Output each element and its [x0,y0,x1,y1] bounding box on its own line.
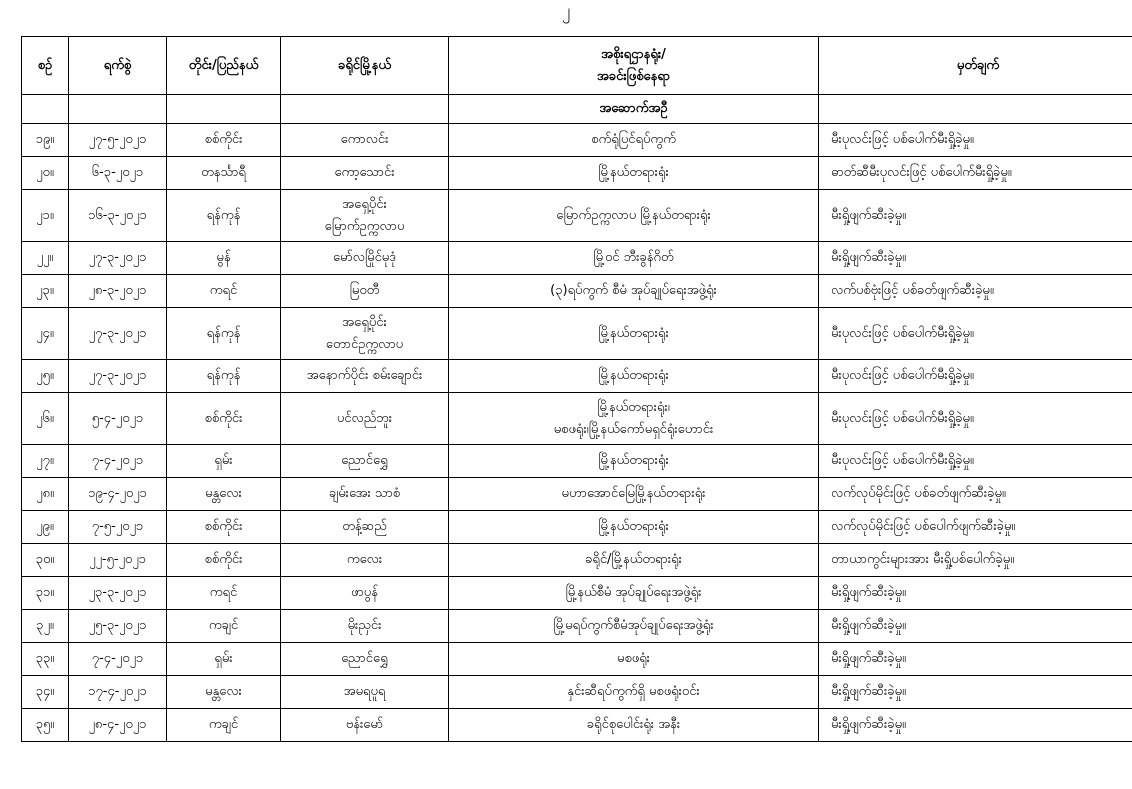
header-office-line2: အခင်းဖြစ်နေရာ [596,68,671,84]
cell-remark: လက်လုပ်မိုင်းဖြင့် ပစ်ပေါက်ဖျက်ဆီးခဲ့မှု။ [819,511,1132,544]
cell-remark: ဓာတ်ဆီမီးပုလင်းဖြင့် ပစ်ပေါက်မီးရှို့ခဲ့မှု။ [819,157,1132,190]
cell-no: ၂၈။ [22,478,69,511]
cell-township: ပင်လည်ဘူး [281,393,449,445]
cell-date: ၁၉-၄-၂၀၂၁ [69,478,167,511]
cell-township-line1: အရှေ့ပိုင်း [342,196,387,212]
cell-no: ၃၁။ [22,577,69,610]
cell-office-line2: မစဖရုံး၊မြို့နယ်ကော်မရှင်ရုံးဟောင်း [553,421,714,437]
table-row [22,275,1132,308]
cell-office: မြို့နယ်စီမံ အုပ်ချုပ်ရေးအဖွဲ့ရုံး [449,577,819,610]
table-row [22,511,1132,544]
cell-office: နှင်းဆီရပ်ကွက်ရှိ မစဖရုံးဝင်း [449,676,819,709]
table-row [22,393,1132,445]
cell-remark: မီးရှို့ဖျက်ဆီးခဲ့မှု။ [819,643,1132,676]
cell-remark: တာယာကွင်းများအား မီးရှို့ပစ်ပေါက်ခဲ့မှု။ [819,544,1132,577]
cell-region: ကရင် [167,275,281,308]
cell-region: တနင်္သာရီ [167,157,281,190]
cell-township: ချမ်းအေး သာစံ [281,478,449,511]
cell-date: ၂၇-၅-၂၀၂၁ [69,124,167,157]
subheader-empty [22,95,69,124]
cell-office: (၃)ရပ်ကွက် စီမံ အုပ်ချုပ်ရေးအဖွဲ့ရုံး [449,275,819,308]
header-row [22,37,1132,95]
cell-date: ၇-၄-၂၀၂၁ [69,643,167,676]
cell-office: မြို့နယ်တရားရုံး [449,157,819,190]
cell-office: မြို့ဝင် ဘီးခွန်ဂိတ် [449,242,819,275]
cell-township: ညောင်ရွှေ [281,643,449,676]
cell-office-line1: မြို့နယ်တရားရုံး၊ [597,399,670,415]
cell-date: ၂၃-၃-၂၀၂၁ [69,577,167,610]
cell-no: ၂၃။ [22,275,69,308]
cell-township: အမရပူရ [281,676,449,709]
cell-date: ၂၅-၃-၂၀၂၁ [69,610,167,643]
cell-township-line2: မြောက်ဥက္ကလာပ [324,218,405,234]
cell-remark: မီးပုလင်းဖြင့် ပစ်ပေါက်မီးရှို့ခဲ့မှု။ [819,393,1132,445]
header-office [449,37,819,95]
cell-date: ၂၇-၃-၂၀၂၁ [69,242,167,275]
cell-remark: လက်လုပ်မိုင်းဖြင့် ပစ်ခတ်ဖျက်ဆီးခဲ့မှု။ [819,478,1132,511]
cell-township [281,190,449,242]
cell-no: ၃၀။ [22,544,69,577]
cell-township: မော်လမြိုင်မုဒုံ [281,242,449,275]
cell-office: ခရိုင်/မြို့နယ်တရားရုံး [449,544,819,577]
cell-date: ၆-၃-၂၀၂၁ [69,157,167,190]
cell-township: ကော့သောင်း [281,157,449,190]
cell-township [281,308,449,360]
cell-remark: မီးရှို့ဖျက်ဆီးခဲ့မှု။ [819,709,1132,742]
table-row [22,478,1132,511]
table-row [22,308,1132,360]
cell-date: ၂၂-၅-၂၀၂၁ [69,544,167,577]
cell-office: မြို့နယ်တရားရုံး [449,445,819,478]
cell-region: စစ်ကိုင်း [167,544,281,577]
cell-remark: မီးရှို့ဖျက်ဆီးခဲ့မှု။ [819,577,1132,610]
cell-no: ၁၉။ [22,124,69,157]
cell-date: ၁၇-၄-၂၀၂၁ [69,676,167,709]
table-row [22,610,1132,643]
cell-region: စစ်ကိုင်း [167,124,281,157]
subheader-empty [819,95,1132,124]
cell-region: ကချင် [167,610,281,643]
cell-region: စစ်ကိုင်း [167,393,281,445]
cell-township: တန့်ဆည် [281,511,449,544]
cell-date: ၇-၄-၂၀၂၁ [69,445,167,478]
cell-no: ၂၉။ [22,511,69,544]
incident-table [21,36,1132,742]
cell-office: ခရိုင်စုပေါင်းရုံး အနီး [449,709,819,742]
table-row [22,190,1132,242]
table-row [22,445,1132,478]
cell-office: မြို့နယ်တရားရုံး [449,511,819,544]
table-row [22,157,1132,190]
cell-office [449,393,819,445]
cell-remark: မီးရှို့ဖျက်ဆီးခဲ့မှု။ [819,676,1132,709]
header-township: ခရိုင်မြို့နယ် [281,37,449,95]
cell-office: မြို့နယ်တရားရုံး [449,308,819,360]
cell-region: ကရင် [167,577,281,610]
subheader-label: အဆောက်အဦ [449,95,819,124]
cell-township: ကလေး [281,544,449,577]
cell-township: ညောင်ရွှေ [281,445,449,478]
header-date: ရက်စွဲ [69,37,167,95]
cell-region: ရန်ကုန် [167,360,281,393]
cell-region: မန္တလေး [167,676,281,709]
cell-no: ၃၅။ [22,709,69,742]
cell-region: မွန် [167,242,281,275]
cell-office: မြို့နယ်တရားရုံး [449,360,819,393]
cell-region: မန္တလေး [167,478,281,511]
cell-township: ဗန်းမော် [281,709,449,742]
cell-region: ရန်ကုန် [167,190,281,242]
subheader-row [22,95,1132,124]
table-row [22,577,1132,610]
cell-date: ၅-၄-၂၀၂၁ [69,393,167,445]
cell-township: ဖာပွန် [281,577,449,610]
header-region: တိုင်း/ပြည်နယ် [167,37,281,95]
cell-date: ၂၇-၃-၂၀၂၁ [69,360,167,393]
cell-remark: မီးရှို့ဖျက်ဆီးခဲ့မှု။ [819,610,1132,643]
cell-township: မိုးညှင်း [281,610,449,643]
cell-office: မြို့မရပ်ကွက်စီမံအုပ်ချုပ်ရေးအဖွဲ့ရုံး [449,610,819,643]
header-office-line1: အစိုးရဌာနရုံး/ [601,46,666,62]
cell-office: မြောက်ဥက္ကလာပ မြို့နယ်တရားရုံး [449,190,819,242]
cell-date: ၂၈-၃-၂၀၂၁ [69,275,167,308]
subheader-empty [281,95,449,124]
cell-remark: မီးပုလင်းဖြင့် ပစ်ပေါက်မီးရှို့ခဲ့မှု။ [819,124,1132,157]
cell-region: စစ်ကိုင်း [167,511,281,544]
cell-township-line1: အရှေ့ပိုင်း [342,314,387,330]
cell-remark: မီးပုလင်းဖြင့် ပစ်ပေါက်မီးရှို့ခဲ့မှု။ [819,360,1132,393]
table-row [22,643,1132,676]
header-remark: မှတ်ချက် [819,37,1132,95]
table-row [22,676,1132,709]
cell-office: မစဖရုံး [449,643,819,676]
cell-township: ကောလင်း [281,124,449,157]
cell-no: ၃၃။ [22,643,69,676]
cell-no: ၂၁။ [22,190,69,242]
cell-date: ၂၇-၃-၂၀၂၁ [69,308,167,360]
cell-remark: မီးပုလင်းဖြင့် ပစ်ပေါက်မီးရှို့ခဲ့မှု။ [819,308,1132,360]
cell-office: မဟာအောင်မြေမြို့နယ်တရားရုံး [449,478,819,511]
cell-region: ကချင် [167,709,281,742]
page-number: ၂ [561,1,571,21]
cell-remark: လက်ပစ်ဗုံးဖြင့် ပစ်ခတ်ဖျက်ဆီးခဲ့မှု။ [819,275,1132,308]
cell-township: အနောက်ပိုင်း စမ်းချောင်း [281,360,449,393]
cell-township-line2: တောင်ဥက္ကလာပ [325,336,404,352]
cell-date: ၇-၅-၂၀၂၁ [69,511,167,544]
table-row [22,360,1132,393]
subheader-empty [69,95,167,124]
cell-remark: မီးရှို့ဖျက်ဆီးခဲ့မှု။ [819,242,1132,275]
cell-no: ၂၅။ [22,360,69,393]
cell-date: ၁၆-၃-၂၀၂၁ [69,190,167,242]
cell-region: ရှမ်း [167,643,281,676]
cell-no: ၂၂။ [22,242,69,275]
cell-date: ၂၈-၄-၂၀၂၁ [69,709,167,742]
table-row [22,242,1132,275]
cell-township: မြဝတီ [281,275,449,308]
table-row [22,709,1132,742]
cell-remark: မီးပုလင်းဖြင့် ပစ်ပေါက်မီးရှို့ခဲ့မှု။ [819,445,1132,478]
cell-region: ရှမ်း [167,445,281,478]
cell-no: ၂၄။ [22,308,69,360]
table-row [22,544,1132,577]
cell-no: ၂၇။ [22,445,69,478]
subheader-empty [167,95,281,124]
table-row [22,124,1132,157]
cell-remark: မီးရှို့ဖျက်ဆီးခဲ့မှု။ [819,190,1132,242]
cell-no: ၂၆။ [22,393,69,445]
cell-no: ၃၂။ [22,610,69,643]
cell-office: စက်ရုံပြင်ရပ်ကွက် [449,124,819,157]
cell-region: ရန်ကုန် [167,308,281,360]
header-no: စဉ် [22,37,69,95]
cell-no: ၃၄။ [22,676,69,709]
cell-no: ၂၀။ [22,157,69,190]
